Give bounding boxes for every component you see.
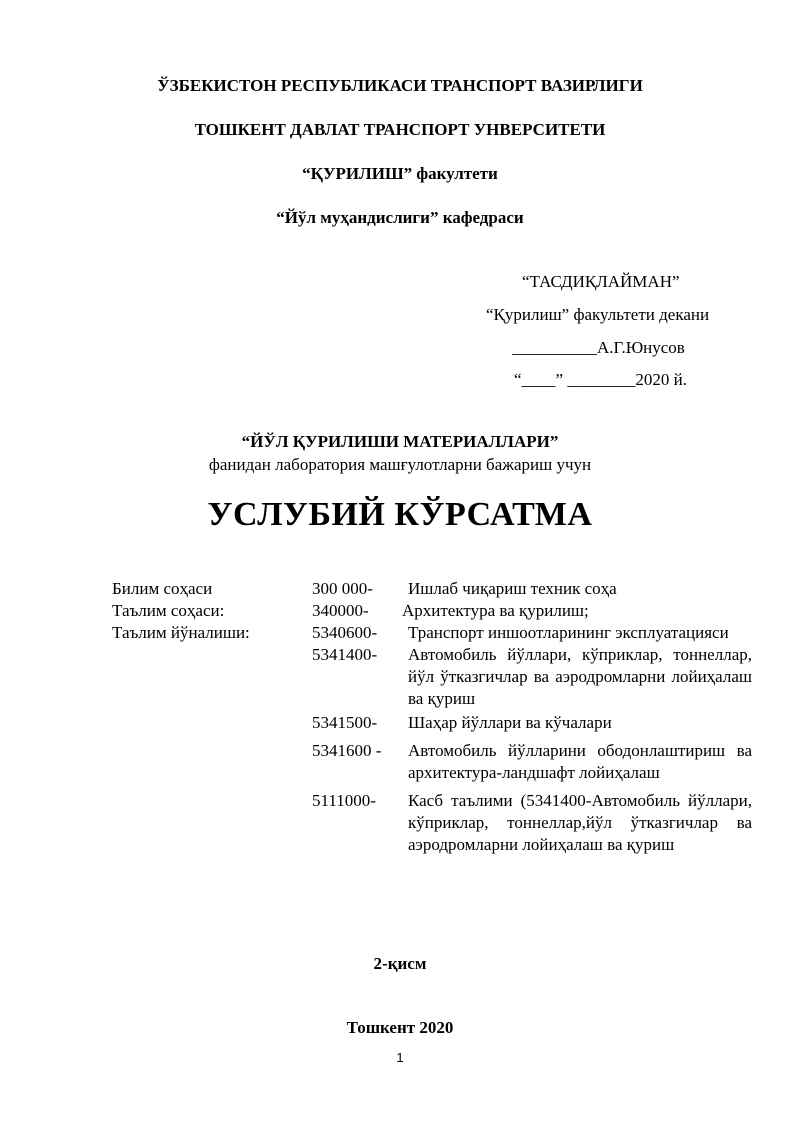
document-title: УСЛУБИЙ КЎРСАТМА bbox=[207, 496, 593, 533]
university-heading: ТОШКЕНТ ДАВЛАТ ТРАНСПОРТ УНВЕРСИТЕТИ bbox=[194, 120, 606, 139]
department-heading: “Йўл муҳандислиги” кафедраси bbox=[276, 208, 524, 227]
row-code: 5340600- bbox=[312, 623, 378, 642]
faculty-heading: “ҚУРИЛИШ” факултети bbox=[302, 164, 498, 183]
subject-name: “ЙЎЛ ҚУРИЛИШИ МАТЕРИАЛЛАРИ” bbox=[241, 432, 559, 451]
row-code: 5341600 - bbox=[312, 741, 382, 760]
specialties-table bbox=[112, 578, 752, 856]
row-label bbox=[112, 712, 312, 734]
row-label: Таълим йўналиши: bbox=[112, 623, 250, 642]
table-row bbox=[112, 740, 752, 784]
row-label: Таълим соҳаси: bbox=[112, 601, 225, 620]
table-row bbox=[112, 712, 752, 734]
row-text: Архитектура ва қурилиш; bbox=[402, 601, 589, 620]
row-label bbox=[112, 790, 312, 856]
row-text: Ишлаб чиқариш техник соҳа bbox=[408, 579, 617, 598]
table-row bbox=[112, 644, 752, 710]
row-code: 5341500- bbox=[312, 713, 378, 732]
page-number: 1 bbox=[396, 1050, 404, 1065]
ministry-heading: ЎЗБЕКИСТОН РЕСПУБЛИКАСИ ТРАНСПОРТ ВАЗИРЛИГИ bbox=[157, 76, 643, 95]
approval-title: “ТАСДИҚЛАЙМАН” bbox=[522, 272, 680, 291]
table-row bbox=[112, 790, 752, 856]
city-year: Тошкент 2020 bbox=[346, 1018, 454, 1037]
row-code: 340000- bbox=[312, 601, 369, 620]
row-code: 5341400- bbox=[312, 645, 378, 664]
row-text: Автомобиль йўлларини ободонлаштириш ва архитектура-ландшафт лойиҳалаш bbox=[408, 741, 752, 782]
row-text: Автомобиль йўллари, кўприклар, тоннеллар, йўл ўтказгичлар ва аэродромларни лойиҳалаш ва қуриш bbox=[408, 645, 752, 708]
row-label bbox=[112, 644, 312, 710]
row-code: 300 000- bbox=[312, 579, 373, 598]
table-row bbox=[112, 578, 752, 600]
approval-date: “____” ________2020 й. bbox=[514, 370, 687, 389]
row-text: Касб таълими (5341400-Автомобиль йўллари, кўприклар, тоннеллар,йўл ўтказгичлар ва аэродромларни лойиҳалаш ва қуриш bbox=[408, 791, 752, 854]
subject-subtitle: фанидан лаборатория машғулотларни бажариш учун bbox=[208, 455, 592, 474]
approval-position: “Қурилиш” факультети декани bbox=[486, 305, 710, 324]
row-text: Шаҳар йўллари ва кўчалари bbox=[408, 713, 612, 732]
row-label: Билим соҳаси bbox=[112, 579, 213, 598]
table-row bbox=[112, 622, 752, 644]
part-label: 2-қисм bbox=[373, 954, 427, 973]
row-text: Транспорт иншоотларининг эксплуатацияси bbox=[408, 623, 729, 642]
approval-signature: __________А.Г.Юнусов bbox=[512, 338, 685, 357]
row-code: 5111000- bbox=[312, 791, 376, 810]
row-label bbox=[112, 740, 312, 784]
table-row bbox=[112, 600, 752, 622]
